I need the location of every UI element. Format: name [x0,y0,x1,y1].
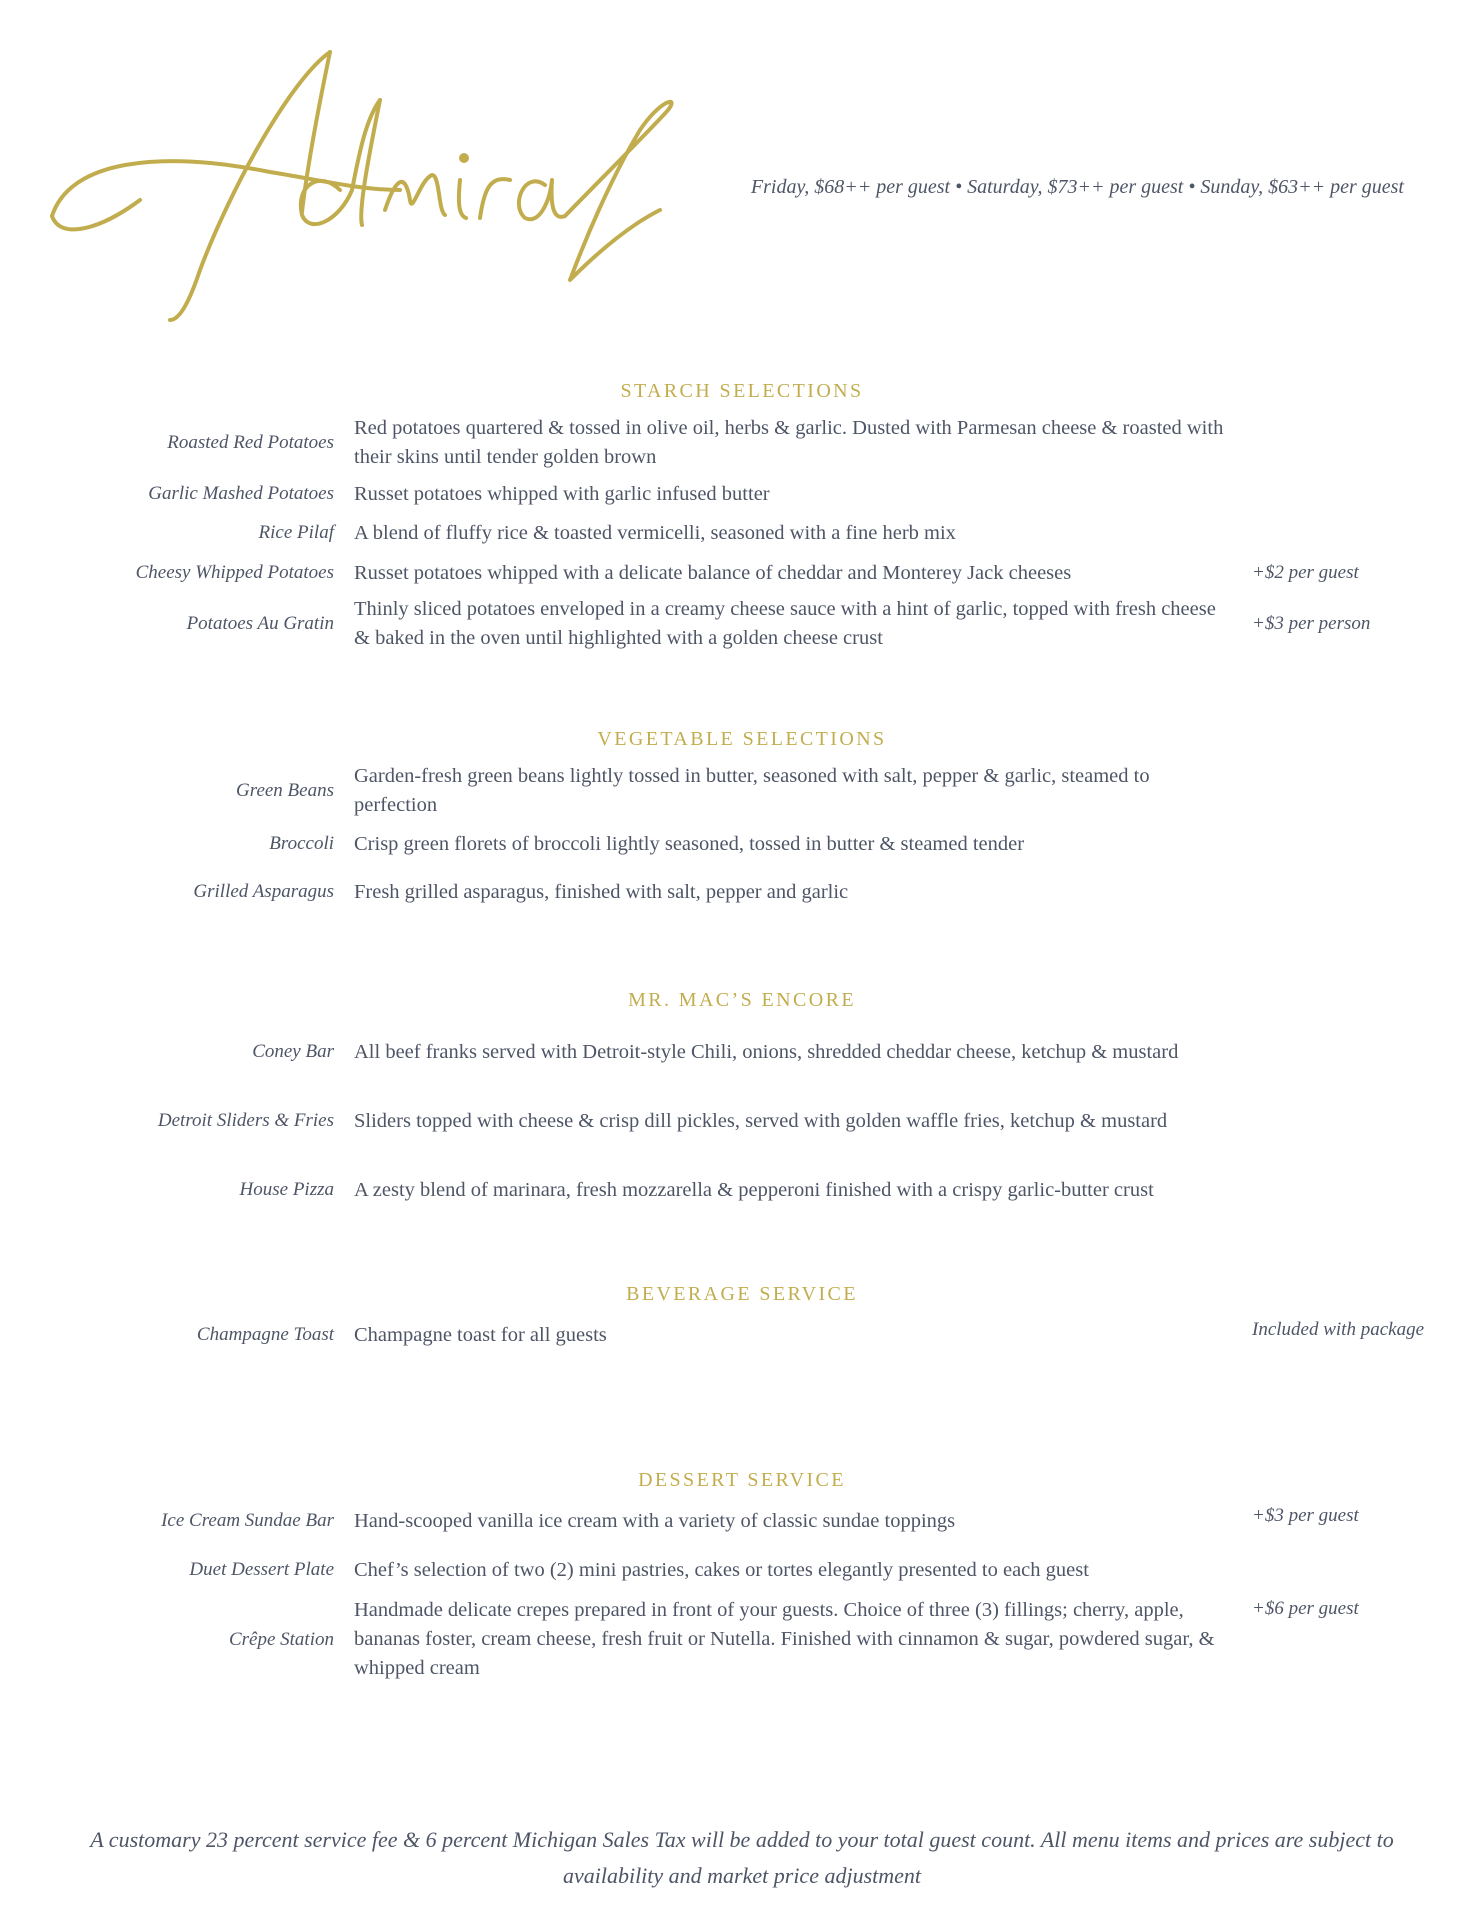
item-name: Broccoli [269,833,334,854]
item-description: Champagne toast for all guests [354,1323,607,1346]
section-encore [0,987,1484,1219]
item-description: Russet potatoes whipped with garlic infused butter [354,482,770,505]
menu-item [0,595,1484,653]
menu-item [0,1092,1484,1150]
item-name: Rice Pilaf [258,522,334,543]
section-beverage [0,1281,1484,1353]
menu-item [0,1596,1484,1683]
menu-item [0,1161,1484,1219]
item-description: A zesty blend of marinara, fresh mozzarella & pepperoni finished with a crispy garlic-butter crust [354,1178,1154,1201]
item-name: Grilled Asparagus [193,881,334,902]
item-price: +$6 per guest [1252,1598,1359,1619]
pricing-line: Friday, $68++ per guest • Saturday, $73++ per guest • Sunday, $63++ per guest [750,176,1404,198]
item-name: Roasted Red Potatoes [167,432,334,453]
item-description: Thinly sliced potatoes enveloped in a creamy cheese sauce with a hint of garlic, topped with fresh cheese & baked in the oven until highlighted with a golden cheese crust [354,598,1216,649]
menu-item [0,826,1484,862]
section-heading: STARCH SELECTIONS [620,380,864,402]
item-name: Potatoes Au Gratin [186,613,334,634]
item-name: Cheesy Whipped Potatoes [135,562,334,583]
menu-item [0,762,1484,820]
section-dessert [0,1467,1484,1683]
item-name: Coney Bar [252,1041,334,1062]
item-name: Green Beans [236,780,334,801]
item-description: Sliders topped with cheese & crisp dill pickles, served with golden waffle fries, ketchup & mustard [354,1109,1168,1132]
menu-item [0,555,1484,591]
item-price: +$3 per guest [1252,1505,1359,1526]
menu-item [0,476,1484,512]
section-heading: VEGETABLE SELECTIONS [597,728,887,750]
section-heading: BEVERAGE SERVICE [626,1283,858,1305]
item-name: Crêpe Station [228,1628,334,1650]
item-description: Handmade delicate crepes prepared in front of your guests. Choice of three (3) fillings; cherry, apple, bananas foster, cream cheese, fresh fruit or Nutella. Finished with cinnamon & sugar, powdered sugar, & whipped cream [354,1599,1215,1679]
menu-item [0,1317,1484,1353]
item-name: Champagne Toast [196,1324,334,1345]
section-heading: DESSERT SERVICE [638,1469,846,1491]
item-description: Crisp green florets of broccoli lightly seasoned, tossed in butter & steamed tender [354,832,1025,855]
menu-item [0,1503,1484,1539]
item-name: Detroit Sliders & Fries [157,1110,334,1131]
item-name: Garlic Mashed Potatoes [148,483,334,504]
section-starch [0,378,1484,653]
item-price: +$2 per guest [1252,562,1359,583]
item-description: Red potatoes quartered & tossed in olive oil, herbs & garlic. Dusted with Parmesan cheese & roasted with their skins until tender golden brown [354,417,1224,468]
menu-item [0,1023,1484,1081]
item-name: Ice Cream Sundae Bar [161,1510,334,1531]
footer-note: A customary 23 percent service fee & 6 percent Michigan Sales Tax will be added to your total guest count. All menu items and prices are subject to availability and market price adjustment [90,1827,1394,1888]
item-price: +$3 per person [1252,613,1371,634]
section-vegetable [0,726,1484,910]
item-description: Garden-fresh green beans lightly tossed in butter, seasoned with salt, pepper & garlic, steamed to perfection [354,765,1150,816]
admiral-logo [40,40,680,330]
item-description: Russet potatoes whipped with a delicate balance of cheddar and Monterey Jack cheeses [354,561,1072,584]
item-description: Fresh grilled asparagus, finished with salt, pepper and garlic [354,880,849,903]
item-description: Chef’s selection of two (2) mini pastries, cakes or tortes elegantly presented to each guest [354,1558,1089,1581]
menu-item [0,515,1484,551]
item-description: All beef franks served with Detroit-style Chili, onions, shredded cheddar cheese, ketchup & mustard [354,1040,1179,1063]
item-name: Duet Dessert Plate [189,1559,334,1580]
item-name: House Pizza [239,1179,334,1200]
item-price: Included with package [1252,1319,1425,1340]
menu-item [0,874,1484,910]
section-heading: MR. MAC’S ENCORE [628,989,856,1011]
item-description: A blend of fluffy rice & toasted vermicelli, seasoned with a fine herb mix [354,521,956,544]
menu-item [0,414,1484,472]
item-description: Hand-scooped vanilla ice cream with a variety of classic sundae toppings [354,1509,956,1532]
menu-item [0,1552,1484,1588]
